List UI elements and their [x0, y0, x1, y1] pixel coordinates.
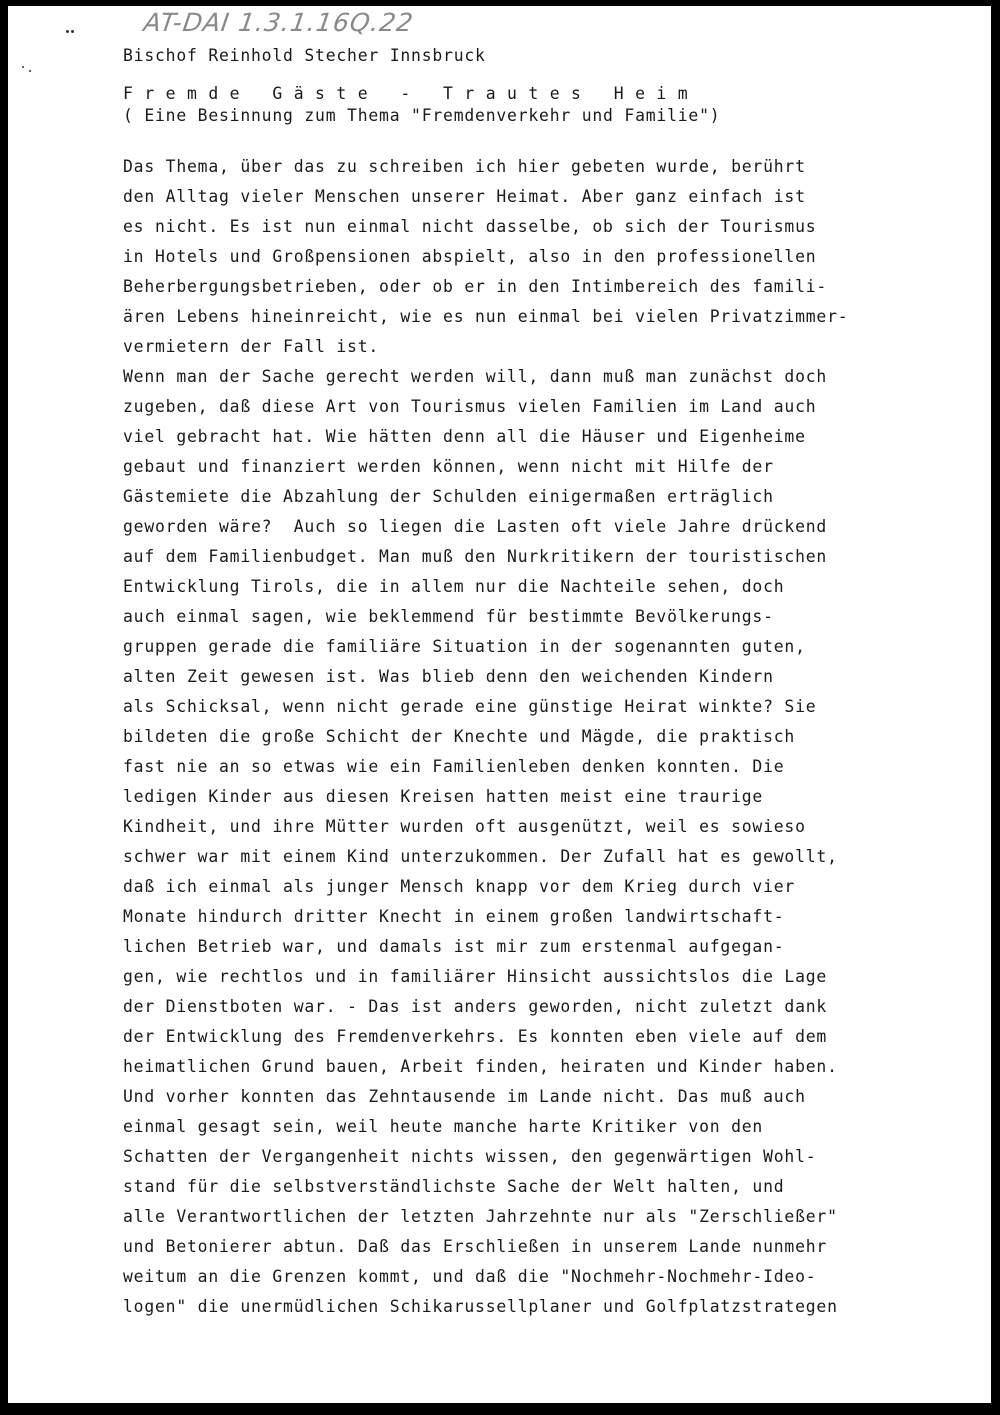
text-line: den Alltag vieler Menschen unserer Heimat. Aber ganz einfach ist [123, 187, 806, 206]
text-line: viel gebracht hat. Wie hätten denn all die Häuser und Eigenheime [123, 427, 806, 446]
text-line: gruppen gerade die familiäre Situation in der sogenannten guten, [123, 637, 806, 656]
text-line: Wenn man der Sache gerecht werden will, dann muß man zunächst doch [123, 367, 828, 386]
document-page [8, 6, 991, 1403]
text-line: Beherbergungsbetrieben, oder ob er in den Intimbereich des famili- [123, 277, 828, 296]
paper-speck [29, 70, 31, 72]
text-line: Das Thema, über das zu schreiben ich hier gebeten wurde, berührt [123, 157, 806, 176]
paper-speck [71, 30, 74, 33]
text-line: bildeten die große Schicht der Knechte und Mägde, die praktisch [123, 727, 796, 746]
document-subtitle: ( Eine Besinnung zum Thema "Fremdenverkehr und Familie") [123, 106, 721, 125]
text-line: heimatlichen Grund bauen, Arbeit finden, heiraten und Kinder haben. [123, 1057, 838, 1076]
text-line: logen" die unermüdlichen Schikarussellplaner und Golfplatzstrategen [123, 1297, 838, 1316]
text-line: auf dem Familienbudget. Man muß den Nurkritikern der touristischen [123, 547, 828, 566]
text-line: schwer war mit einem Kind unterzukommen. Der Zufall hat es gewollt, [123, 847, 838, 866]
text-line: auch einmal sagen, wie beklemmend für bestimmte Bevölkerungs- [123, 607, 774, 626]
text-line: alten Zeit gewesen ist. Was blieb denn den weichenden Kindern [123, 667, 774, 686]
archive-signature: AT-DAI 1.3.1.16Q.22 [141, 8, 416, 37]
text-line: zugeben, daß diese Art von Tourismus vielen Familien im Land auch [123, 397, 817, 416]
text-line: stand für die selbstverständlichste Sache der Welt halten, und [123, 1177, 785, 1196]
text-line: Monate hindurch dritter Knecht in einem großen landwirtschaft- [123, 907, 785, 926]
text-line: lichen Betrieb war, und damals ist mir zum erstenmal aufgegan- [123, 937, 785, 956]
text-line: gen, wie rechtlos und in familiärer Hinsicht aussichtslos die Lage [123, 967, 828, 986]
text-line: und Betonierer abtun. Daß das Erschließen in unserem Lande nunmehr [123, 1237, 828, 1256]
text-line: Entwicklung Tirols, die in allem nur die Nachteile sehen, doch [123, 577, 785, 596]
text-line: es nicht. Es ist nun einmal nicht dasselbe, ob sich der Tourismus [123, 217, 817, 236]
text-line: gebaut und finanziert werden können, wenn nicht mit Hilfe der [123, 457, 774, 476]
text-line: Kindheit, und ihre Mütter wurden oft ausgenützt, weil es sowieso [123, 817, 806, 836]
author-line: Bischof Reinhold Stecher Innsbruck [123, 46, 486, 65]
document-title: F r e m d e G ä s t e - T r a u t e s H e i m [123, 84, 689, 103]
text-line: einmal gesagt sein, weil heute manche harte Kritiker von den [123, 1117, 764, 1136]
text-line: fast nie an so etwas wie ein Familienleben denken konnten. Die [123, 757, 785, 776]
text-line: Gästemiete die Abzahlung der Schulden einigermaßen erträglich [123, 487, 774, 506]
body-text [123, 152, 848, 1322]
text-line: der Entwicklung des Fremdenverkehrs. Es konnten eben viele auf dem [123, 1027, 828, 1046]
text-line: ledigen Kinder aus diesen Kreisen hatten meist eine traurige [123, 787, 764, 806]
paper-speck [22, 66, 24, 68]
text-line: daß ich einmal als junger Mensch knapp vor dem Krieg durch vier [123, 877, 796, 896]
text-line: vermietern der Fall ist. [123, 337, 380, 356]
text-line: Und vorher konnten das Zehntausende im Lande nicht. Das muß auch [123, 1087, 806, 1106]
text-line: weitum an die Grenzen kommt, und daß die "Nochmehr-Nochmehr-Ideo- [123, 1267, 817, 1286]
text-line: in Hotels und Großpensionen abspielt, also in den professionellen [123, 247, 817, 266]
text-line: ären Lebens hineinreicht, wie es nun einmal bei vielen Privatzimmer- [123, 307, 849, 326]
text-line: geworden wäre? Auch so liegen die Lasten oft viele Jahre drückend [123, 517, 828, 536]
paper-speck [66, 30, 69, 33]
text-line: alle Verantwortlichen der letzten Jahrzehnte nur als "Zerschließer" [123, 1207, 838, 1226]
text-line: Schatten der Vergangenheit nichts wissen, den gegenwärtigen Wohl- [123, 1147, 817, 1166]
text-line: als Schicksal, wenn nicht gerade eine günstige Heirat winkte? Sie [123, 697, 817, 716]
text-line: der Dienstboten war. - Das ist anders geworden, nicht zuletzt dank [123, 997, 828, 1016]
